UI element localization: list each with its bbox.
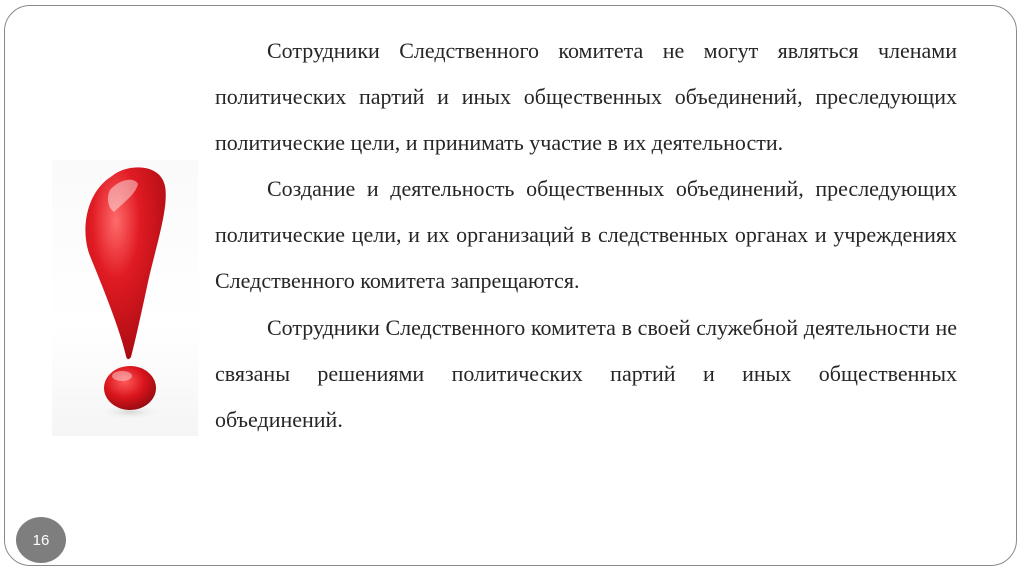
paragraph-membership: Сотрудники Следственного комитета не могут являться членами политических партий и иных общественных объединений, преследующих политические цели, и принимать участие в их деятельности. <box>215 38 957 156</box>
red-exclamation-mark-icon <box>52 160 198 436</box>
paragraph-prohibition: Создание и деятельность общественных объединений, преследующих политические цели, и их организаций в следственных органах и учреждениях Следственного комитета запрещаются. <box>215 176 957 294</box>
exclamation-illustration <box>52 160 198 436</box>
paragraph-independence: Сотрудники Следственного комитета в своей служебной деятельности не связаны решениями политических партий и иных общественных объединений. <box>215 314 957 432</box>
page-number-badge: 16 <box>16 517 66 563</box>
text-body <box>215 28 957 443</box>
